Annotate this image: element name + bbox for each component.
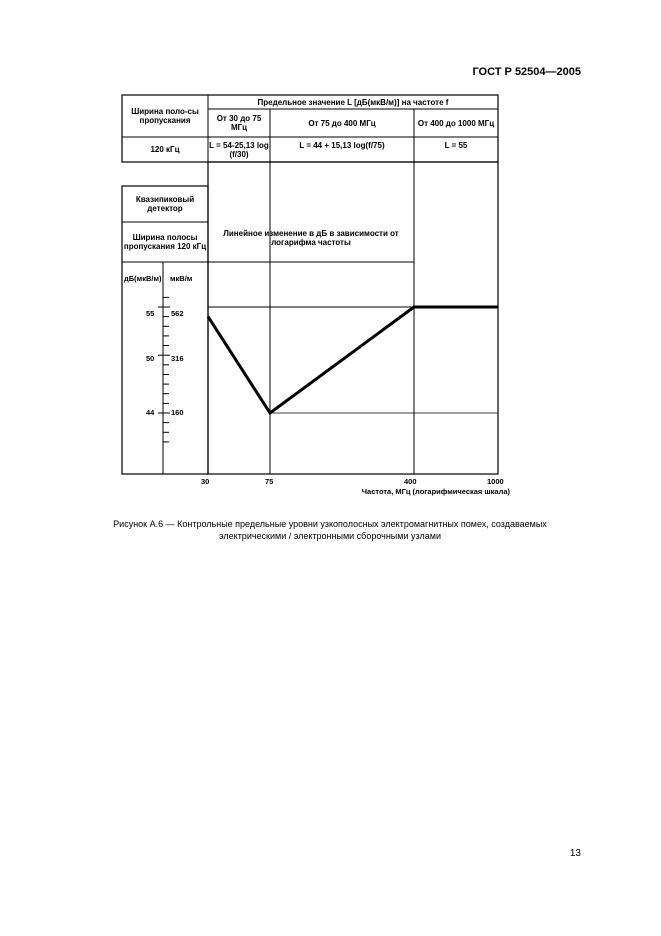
range-75-400: От 75 до 400 МГц xyxy=(308,118,376,128)
y-tick-db-50: 50 xyxy=(146,354,155,363)
unit-db-label: дБ(мкВ/м) xyxy=(124,274,162,283)
chart-note: Линейное изменение в дБ в зависимости от логарифма частоты xyxy=(223,229,399,247)
y-tick-db-55: 55 xyxy=(146,309,155,318)
range-400-1000: От 400 до 1000 МГц xyxy=(417,118,495,128)
range-30-75: От 30 до 75 МГц xyxy=(216,114,262,132)
y-tick-uv-316: 316 xyxy=(171,354,184,363)
unit-uv-label: мкВ/м xyxy=(170,274,193,283)
document-header: ГОСТ Р 52504—2005 xyxy=(472,66,581,78)
detector-label: Квазипиковый детектор xyxy=(135,195,195,213)
caption-line-2: электрическими / электронными сборочными узлами xyxy=(219,531,441,541)
figure-caption xyxy=(40,518,620,542)
caption-line-1: Рисунок А.6 — Контрольные предельные уровни узкополосных электромагнитных помех, создаваемых xyxy=(113,519,547,529)
x-tick-30: 30 xyxy=(201,477,210,486)
x-tick-75: 75 xyxy=(265,477,274,486)
limit-header: Предельное значение L [дБ(мкВ/м)] на частоте f xyxy=(257,97,449,107)
x-tick-1000: 1000 xyxy=(487,477,504,486)
bandwidth-label: Ширина полосы пропускания 120 кГц xyxy=(123,233,207,251)
y-tick-db-44: 44 xyxy=(146,408,155,417)
x-tick-400: 400 xyxy=(404,477,417,486)
x-axis-label: Частота, МГц (логарифмическая шкала) xyxy=(361,487,510,496)
y-tick-uv-160: 160 xyxy=(171,408,184,417)
page-number: 13 xyxy=(569,848,581,859)
bandwidth-header: Ширина поло-сы пропускания xyxy=(131,107,199,125)
formula-75-400: L = 44 + 15,13 log(f/75) xyxy=(299,141,385,150)
formula-30-75: L = 54-25,13 log (f/30) xyxy=(209,140,269,159)
formula-400-1000: L = 55 xyxy=(444,141,468,150)
bandwidth-value: 120 кГц xyxy=(150,145,180,154)
y-tick-uv-562: 562 xyxy=(171,309,184,318)
limit-line xyxy=(208,307,498,413)
